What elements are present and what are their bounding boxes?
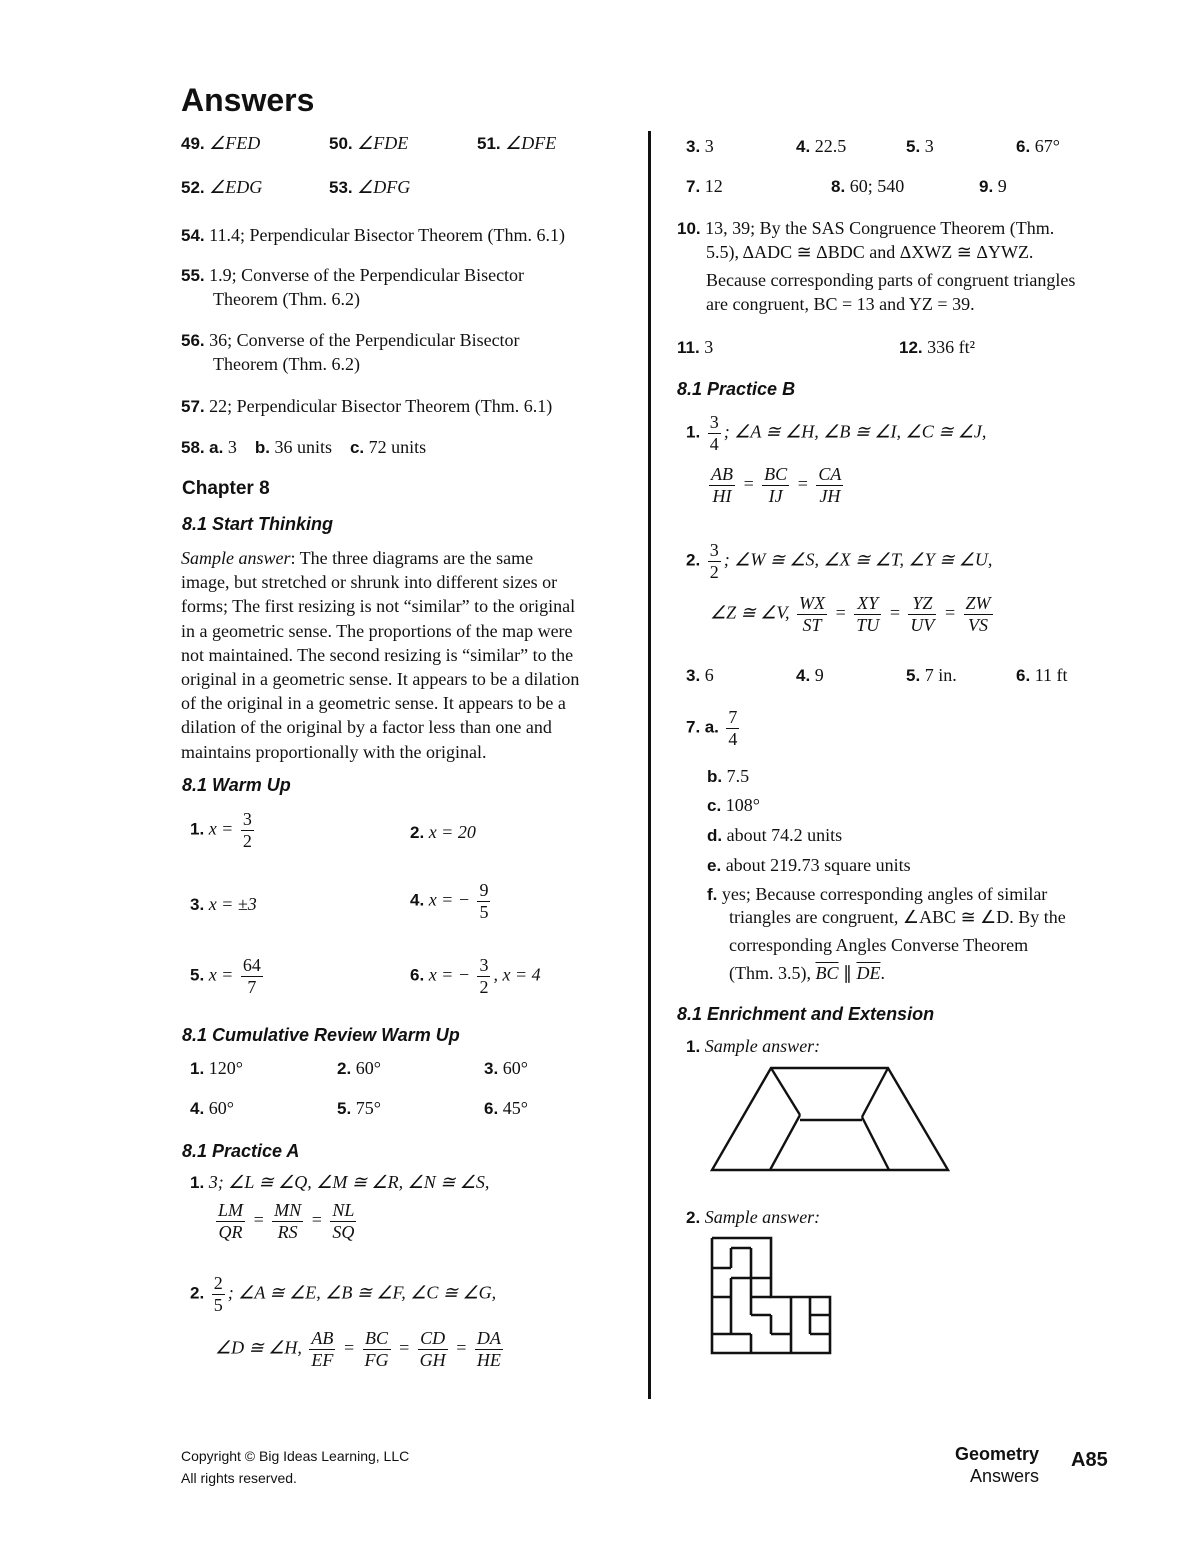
- warm-up-3: 3. x = ±3: [190, 894, 257, 914]
- enrichment-heading: 8.1 Enrichment and Extension: [677, 1004, 935, 1024]
- footer-copyright: Copyright © Big Ideas Learning, LLC: [181, 1448, 410, 1464]
- practice-a-2: 2. $\frac{2}{5}$ ; ∠A ≅ ∠E, ∠B ≅ ∠F, ∠C ≅ ∠G,: [190, 1273, 497, 1315]
- answer-r10-l2: 5.5), ΔADC ≅ ΔBDC and ΔXWZ ≅ ΔYWZ.: [706, 242, 1034, 262]
- practice-b-heading: 8.1 Practice B: [677, 379, 796, 399]
- answer-r11: 11. 3: [677, 337, 714, 357]
- answer-58: 58. a. 3 b. 36 units c. 72 units: [181, 437, 427, 457]
- column-divider: [648, 131, 651, 1399]
- practice-b-1: 1. $\frac{3}{4}$ ; ∠A ≅ ∠H, ∠B ≅ ∠I, ∠C ≅ ∠J,: [686, 412, 987, 454]
- practice-b-7f-l3: corresponding Angles Converse Theorem: [729, 935, 1029, 955]
- answer-50: 50. ∠FDE: [329, 133, 409, 153]
- practice-b-7f: f. yes; Because corresponding angles of similar: [707, 884, 1048, 904]
- answer-55-cont: Theorem (Thm. 6.2): [213, 289, 360, 309]
- practice-b-7f-l4: (Thm. 3.5), $\overline{BC}$ ∥ $\overline{DE}$.: [729, 963, 885, 983]
- warm-up-2: 2. x = 20: [410, 822, 476, 842]
- answer-r10-l3: Because corresponding parts of congruent triangles: [706, 270, 1076, 290]
- practice-b-1-ratios: $\frac{AB}{HI}$ = $\frac{BC}{IJ}$ = $\frac{CA}{JH}$: [711, 464, 842, 506]
- cumulative-5: 5. 75°: [337, 1098, 381, 1118]
- start-thinking-heading: 8.1 Start Thinking: [182, 514, 334, 534]
- chapter-heading: Chapter 8: [182, 478, 270, 499]
- answer-r5: 5. 3: [906, 136, 934, 156]
- answer-r10-l4: are congruent, BC = 13 and YZ = 39.: [706, 294, 975, 314]
- answer-55: 55. 1.9; Converse of the Perpendicular Bisector: [181, 265, 525, 285]
- page-number: A85: [1071, 1449, 1108, 1471]
- footer-rights: All rights reserved.: [181, 1470, 297, 1486]
- answer-r8: 8. 60; 540: [831, 176, 905, 196]
- cumulative-4: 4. 60°: [190, 1098, 234, 1118]
- practice-b-7f-l2: triangles are congruent, ∠ABC ≅ ∠D. By the: [729, 907, 1066, 927]
- practice-b-5: 5. 7 in.: [906, 665, 957, 685]
- practice-b-7c: c. 108°: [707, 795, 760, 815]
- answer-52: 52. ∠EDG: [181, 177, 263, 197]
- answer-53: 53. ∠DFG: [329, 177, 411, 197]
- practice-b-4: 4. 9: [796, 665, 824, 685]
- cumulative-2: 2. 60°: [337, 1058, 381, 1078]
- cumulative-6: 6. 45°: [484, 1098, 528, 1118]
- practice-b-3: 3. 6: [686, 665, 714, 685]
- cumulative-3: 3. 60°: [484, 1058, 528, 1078]
- answer-56-cont: Theorem (Thm. 6.2): [213, 354, 360, 374]
- l-shape-dissection-figure: [708, 1234, 836, 1358]
- practice-b-7e: e. about 219.73 square units: [707, 855, 911, 875]
- warm-up-4: 4. x = − $\frac{9}{5}$: [410, 880, 489, 922]
- practice-b-2: 2. $\frac{3}{2}$ ; ∠W ≅ ∠S, ∠X ≅ ∠T, ∠Y ≅ ∠U,: [686, 540, 993, 582]
- warm-up-5: 5. x = $\frac{64}{7}$: [190, 955, 261, 997]
- answer-r12: 12. 336 ft²: [899, 337, 976, 357]
- practice-b-6: 6. 11 ft: [1016, 665, 1068, 685]
- answer-r4: 4. 22.5: [796, 136, 847, 156]
- practice-b-7b: b. 7.5: [707, 766, 750, 786]
- answer-r9: 9. 9: [979, 176, 1007, 196]
- practice-a-2-ratios: ∠D ≅ ∠H, $\frac{AB}{EF}$ = $\frac{BC}{FG}$ = $\frac{CD}{GH}$ = $\frac{DA}{HE}$: [215, 1328, 501, 1370]
- answer-r7: 7. 12: [686, 176, 723, 196]
- answer-56: 56. 36; Converse of the Perpendicular Bisector: [181, 330, 520, 350]
- answer-r6: 6. 67°: [1016, 136, 1060, 156]
- warm-up-6: 6. x = − $\frac{3}{2}$ , x = 4: [410, 955, 541, 997]
- page-title: Answers: [181, 82, 315, 118]
- cumulative-1: 1. 120°: [190, 1058, 243, 1078]
- answer-49: 49. ∠FED: [181, 133, 261, 153]
- practice-a-1: 1. 3; ∠L ≅ ∠Q, ∠M ≅ ∠R, ∠N ≅ ∠S,: [190, 1172, 490, 1192]
- practice-a-1-ratios: $\frac{LM}{QR}$ = $\frac{MN}{RS}$ = $\frac{NL}{SQ}$: [218, 1200, 355, 1242]
- answer-54: 54. 11.4; Perpendicular Bisector Theorem (Thm. 6.1): [181, 225, 566, 245]
- footer-book-title: Geometry: [955, 1444, 1040, 1464]
- enrichment-2: 2. Sample answer:: [686, 1207, 821, 1227]
- practice-a-heading: 8.1 Practice A: [182, 1141, 300, 1161]
- cumulative-heading: 8.1 Cumulative Review Warm Up: [182, 1025, 460, 1045]
- warm-up-heading: 8.1 Warm Up: [182, 775, 291, 795]
- warm-up-1: 1. x = $\frac{3}{2}$: [190, 809, 252, 851]
- practice-b-7d: d. about 74.2 units: [707, 825, 843, 845]
- trapezoid-dissection-figure: [700, 1062, 960, 1177]
- footer-section: Answers: [970, 1466, 1040, 1486]
- practice-b-2-ratios: ∠Z ≅ ∠V, $\frac{WX}{ST}$ = $\frac{XY}{TU}$ = $\frac{YZ}{UV}$ = $\frac{ZW}{VS}$: [710, 593, 991, 635]
- answer-r10: 10. 13, 39; By the SAS Congruence Theorem (Thm.: [677, 218, 1055, 238]
- answer-51: 51. ∠DFE: [477, 133, 557, 153]
- start-thinking-text: Sample answer: The three diagrams are the same image, but stretched or shrunk into different sizes or forms; The first resizing is not “similar” to the original in a geometric sense. The proportions of the map were not maintained. The second resizing is “similar” to the original in a geometric sense. It appears to be a dilation of the original in a geometric sense. It appears to be a dilation of the original by a factor less than one and maintains proportionally with the original.: [181, 548, 580, 762]
- answer-r3: 3. 3: [686, 136, 714, 156]
- enrichment-1: 1. Sample answer:: [686, 1036, 821, 1056]
- answer-57: 57. 22; Perpendicular Bisector Theorem (Thm. 6.1): [181, 396, 553, 416]
- practice-b-7a: 7. a. $\frac{7}{4}$: [686, 707, 738, 749]
